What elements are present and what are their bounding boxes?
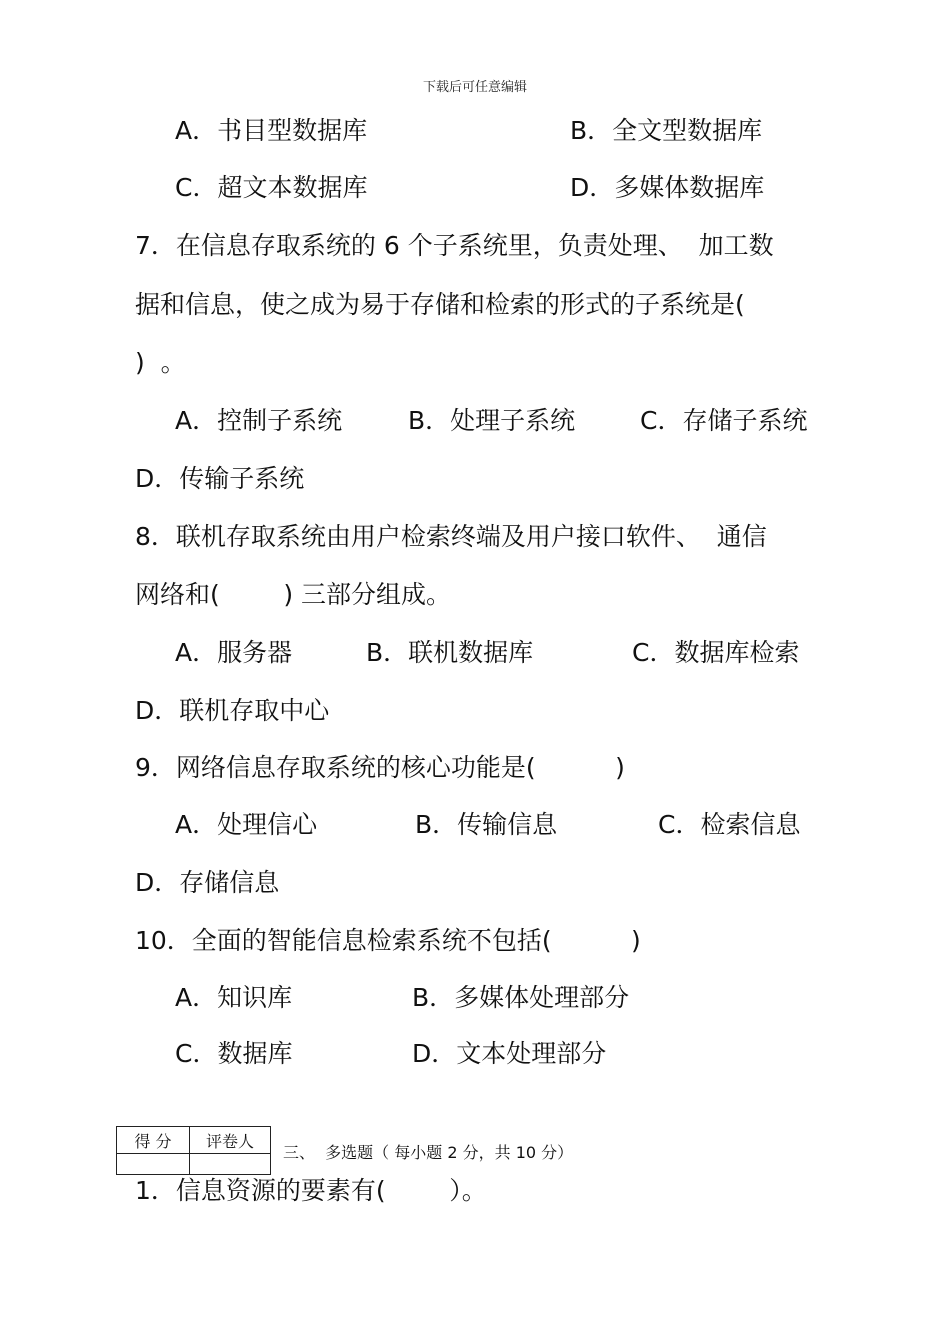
q7-stem-line2: 据和信息，使之成为易于存储和检索的形式的子系统是( [135, 290, 745, 319]
q7-stem-line3: ) 。 [135, 348, 186, 377]
q7-option-b: B．处理子系统 [408, 406, 576, 435]
q9-option-a: A．处理信心 [175, 810, 318, 839]
q9-option-c: C．检索信息 [658, 810, 801, 839]
score-label: 得 分 [117, 1127, 190, 1154]
q6-option-d: D．多媒体数据库 [570, 173, 765, 202]
q6-option-b: B．全文型数据库 [570, 116, 763, 145]
mc-q1-stem: 1．信息资源的要素有( ）。 [135, 1176, 487, 1205]
q9-option-b: B．传输信息 [415, 810, 558, 839]
q10-stem: 10．全面的智能信息检索系统不包括( ) [135, 926, 641, 955]
q9-stem: 9．网络信息存取系统的核心功能是( ) [135, 753, 625, 782]
q6-option-a: A．书目型数据库 [175, 116, 368, 145]
q7-option-c: C．存储子系统 [640, 406, 808, 435]
section-heading: 三、 多选题（ 每小题 2 分，共 10 分） [283, 1143, 574, 1162]
q8-stem-line2: 网络和( ) 三部分组成。 [135, 580, 452, 609]
score-table [116, 1126, 271, 1175]
page-header: 下载后可任意编辑 [422, 80, 527, 95]
q10-option-c: C．数据库 [175, 1039, 293, 1068]
q7-stem-line1: 7．在信息存取系统的 6 个子系统里，负责处理、 加工数 [135, 231, 774, 260]
q7-option-d: D．传输子系统 [135, 464, 305, 493]
score-cell [117, 1154, 190, 1175]
q8-stem-line1: 8．联机存取系统由用户检索终端及用户接口软件、 通信 [135, 522, 767, 551]
q7-option-a: A．控制子系统 [175, 406, 343, 435]
q10-option-b: B．多媒体处理部分 [412, 983, 630, 1012]
q6-option-c: C．超文本数据库 [175, 173, 368, 202]
q8-option-a: A．服务器 [175, 638, 293, 667]
q8-option-b: B．联机数据库 [366, 638, 534, 667]
grader-label: 评卷人 [190, 1127, 271, 1154]
q10-option-a: A．知识库 [175, 983, 293, 1012]
q8-option-c: C．数据库检索 [632, 638, 800, 667]
q8-option-d: D．联机存取中心 [135, 696, 330, 725]
q9-option-d: D．存储信息 [135, 868, 280, 897]
q10-option-d: D．文本处理部分 [412, 1039, 607, 1068]
grader-cell [190, 1154, 271, 1175]
